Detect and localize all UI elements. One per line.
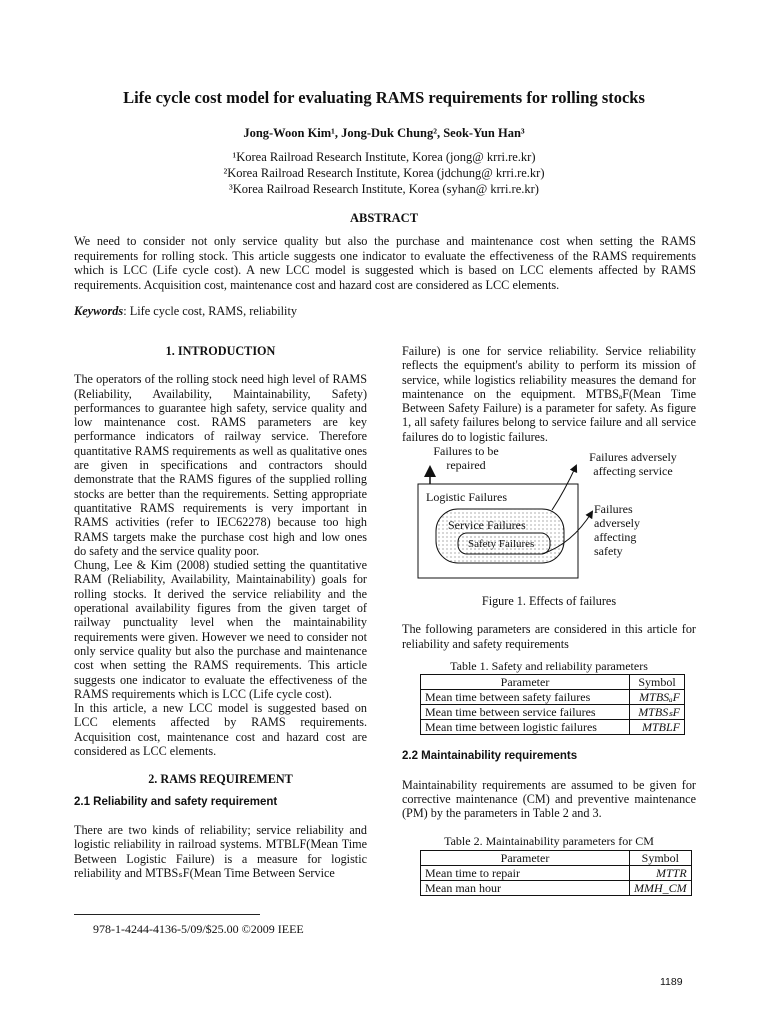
left-column xyxy=(74,344,367,880)
table-cell: Mean time between safety failures xyxy=(421,690,630,705)
page-number: 1189 xyxy=(660,976,683,988)
affiliation-2: ²Korea Railroad Research Institute, Korea (jdchung@ krri.re.kr) xyxy=(223,166,545,180)
label-safety-adverse: Failures adversely affecting safety xyxy=(594,502,640,559)
parameters-paragraph: The following parameters are considered in this article for reliability and safety requirements xyxy=(402,622,696,651)
table-row xyxy=(421,720,685,735)
keywords xyxy=(74,304,696,319)
table-cell: MMH_CM xyxy=(630,880,692,895)
table-cell: Mean time between logistic failures xyxy=(421,720,630,735)
table2 xyxy=(420,850,692,896)
table-cell: Mean time to repair xyxy=(421,865,630,880)
right-column xyxy=(402,344,696,896)
table-cell: MTBSₐF xyxy=(630,690,685,705)
table1-header xyxy=(421,675,685,690)
table1-header-symbol: Symbol xyxy=(630,675,685,690)
keywords-label: Keywords xyxy=(74,304,124,318)
affiliation-1: ¹Korea Railroad Research Institute, Korea (jong@ krri.re.kr) xyxy=(232,150,536,164)
label-repaired: Failures to be repaired xyxy=(433,444,499,473)
paper-title: Life cycle cost model for evaluating RAMS requirements for rolling stocks xyxy=(123,88,645,107)
table-row xyxy=(421,865,692,880)
rams-heading: 2. RAMS REQUIREMENT xyxy=(148,772,293,787)
table2-header xyxy=(421,850,692,865)
copyright-footnote: 978-1-4244-4136-5/09/$25.00 ©2009 IEEE xyxy=(93,922,304,936)
table1-header-parameter: Parameter xyxy=(421,675,630,690)
affiliation-3: ³Korea Railroad Research Institute, Korea (syhan@ krri.re.kr) xyxy=(229,182,539,196)
table2-header-symbol: Symbol xyxy=(630,850,692,865)
reliability-paragraph: There are two kinds of reliability; service reliability and logistic reliability in railroad systems. MTBLF(Mean Time Between Logistic Failure) is a measure for logistic reliability and MTBSₛF(Mean Time Between Service xyxy=(74,822,367,880)
author-list: Jong-Woon Kim¹, Jong-Duk Chung², Seok-Yun Han³ xyxy=(243,126,525,140)
abstract-heading: ABSTRACT xyxy=(349,211,419,225)
table-row xyxy=(421,690,685,705)
table-cell: Mean time between service failures xyxy=(421,705,630,720)
table1-caption: Table 1. Safety and reliability parameters xyxy=(450,658,648,673)
figure-caption: Figure 1. Effects of failures xyxy=(481,594,617,609)
label-logistic: Logistic Failures xyxy=(426,490,507,505)
reliability-heading: 2.1 Reliability and safety requirement xyxy=(74,795,278,808)
reliability-continuation: Failure) is one for service reliability. Service reliability reflects the equipment's ability to perform its mission of service, while logistics reliability measures the demand for maintenance on the equipment. MTBSₐF(Mean Time Between Safety Failure) is a parameter for safety. As figure 1, all safety failures belong to service failure and all service failures do to logistic failures. xyxy=(402,344,696,444)
table2-caption: Table 2. Maintainability parameters for CM xyxy=(444,834,654,849)
table-row xyxy=(421,705,685,720)
footnote-rule xyxy=(74,914,260,915)
intro-paragraph-2: Chung, Lee & Kim (2008) studied setting the quantitative RAM (Reliability, Availability, Maintainability) goals for rolling stocks. It derived the service reliability and the operational availability figures from the given target of railway punctuality level when the maintainability requirements were given. However we need to consider not only service quality but also the purchase and maintenance cost when setting the RAMS requirements. This article suggests one indicator to evaluate the effectiveness of the RAMS requirements which is LCC (Life cycle cost). xyxy=(74,558,367,701)
label-service: Service Failures xyxy=(448,518,526,533)
table-cell: MTBSₛF xyxy=(630,705,685,720)
label-service-adverse: Failures adversely affecting service xyxy=(589,450,677,479)
intro-heading: 1. INTRODUCTION xyxy=(165,344,276,358)
table-cell: Mean man hour xyxy=(421,880,630,895)
table-cell: MTBLF xyxy=(630,720,685,735)
intro-paragraph-3: In this article, a new LCC model is suggested based on LCC elements affected by RAMS requirements. Acquisition cost, maintenance cost and hazard cost are considered as LCC elements. xyxy=(74,701,367,759)
table-cell: MTTR xyxy=(630,865,692,880)
label-safety: Safety Failures xyxy=(468,538,535,551)
table2-header-parameter: Parameter xyxy=(421,850,630,865)
table-row xyxy=(421,880,692,895)
maintainability-heading: 2.2 Maintainability requirements xyxy=(402,750,578,763)
intro-paragraph-1: The operators of the rolling stock need high level of RAMS (Reliability, Availability, Maintainability, Safety) performances to guarantee high safety, service quality and low maintenance cost. RAMS parameters are key performance indicators of railway service. Therefore quantitative RAMS requirements as well as qualitative ones are given in specifications and contractors should demonstrate that the RAMS figures of the supplied rolling stocks are better than the requirements. Setting appropriate quantitative RAMS requirements is very important in RAMS activities (refer to IEC62278) because too high RAMS targets make the purchase cost high and low ones do safety and the service quality poor. xyxy=(74,372,367,558)
arrow-service xyxy=(552,466,576,510)
keywords-text: : Life cycle cost, RAMS, reliability xyxy=(123,304,298,318)
table1 xyxy=(420,674,685,735)
failures-diagram xyxy=(402,444,696,594)
abstract-text: We need to consider not only service quality but also the purchase and maintenance cost when setting the RAMS requirements for rolling stock. This article suggests one indicator to evaluate the effectiveness of the RAMS requirements which is LCC (Life cycle cost). A new LCC model is suggested which is based on LCC elements affected by RAMS requirements. Acquisition cost, maintenance cost and hazard cost are considered as LCC elements. xyxy=(74,234,696,292)
maintainability-paragraph: Maintainability requirements are assumed to be given for corrective maintenance (CM) and preventive maintenance (PM) by the parameters in Table 2 and 3. xyxy=(402,777,696,821)
